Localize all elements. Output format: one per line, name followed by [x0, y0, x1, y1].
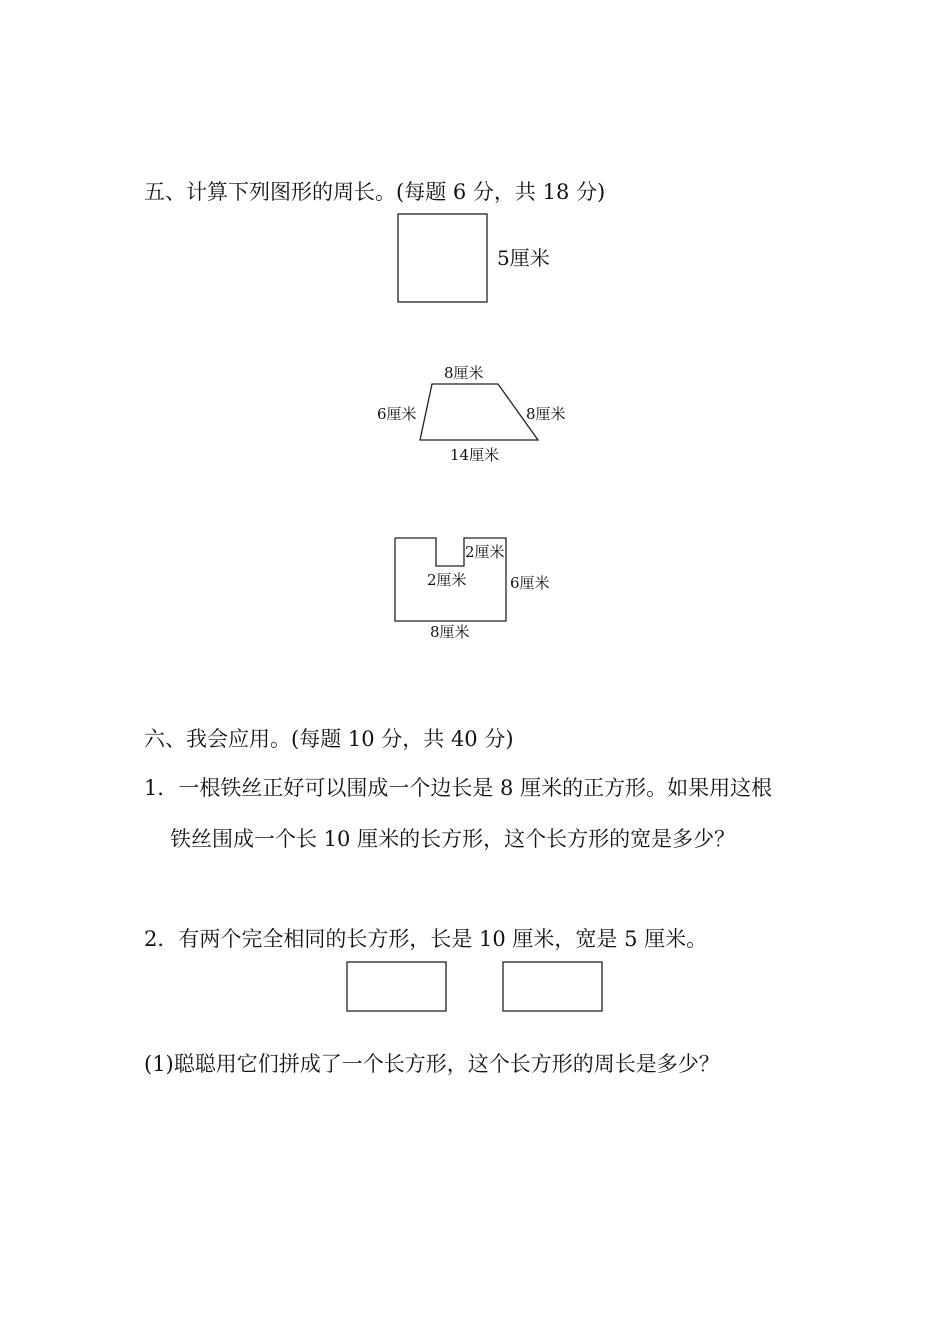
question2: 2．有两个完全相同的长方形，长是 10 厘米，宽是 5 厘米。	[144, 927, 708, 951]
trapezoid-shape	[420, 384, 538, 440]
question1-line2: 铁丝围成一个长 10 厘米的长方形，这个长方形的宽是多少？	[170, 827, 736, 851]
notched-bottom-label: 8厘米	[430, 623, 470, 641]
rectangle-a	[347, 962, 446, 1011]
notch-right-label: 2厘米	[465, 543, 505, 561]
trapezoid-figure	[370, 360, 590, 470]
question1-line1: 1．一根铁丝正好可以围成一个边长是 8 厘米的正方形。如果用这根	[144, 776, 773, 800]
notched-right-label: 6厘米	[510, 574, 550, 592]
square-shape	[398, 214, 487, 302]
section5-heading: 五、计算下列图形的周长。(每题 6 分，共 18 分)	[144, 180, 606, 204]
notched-rectangle-figure	[385, 530, 575, 650]
trapezoid-left-label: 6厘米	[377, 405, 417, 423]
trapezoid-bottom-label: 14厘米	[450, 446, 500, 464]
trapezoid-top-label: 8厘米	[444, 364, 484, 382]
notch-depth-label: 2厘米	[427, 571, 467, 589]
rectangle-b	[503, 962, 602, 1011]
square-figure	[390, 208, 570, 308]
question2-part1: (1)聪聪用它们拼成了一个长方形，这个长方形的周长是多少？	[144, 1052, 720, 1076]
trapezoid-right-label: 8厘米	[526, 405, 566, 423]
square-side-label: 5厘米	[497, 246, 550, 270]
two-rectangles-figure	[340, 955, 610, 1017]
section6-heading: 六、我会应用。(每题 10 分，共 40 分)	[144, 727, 514, 751]
